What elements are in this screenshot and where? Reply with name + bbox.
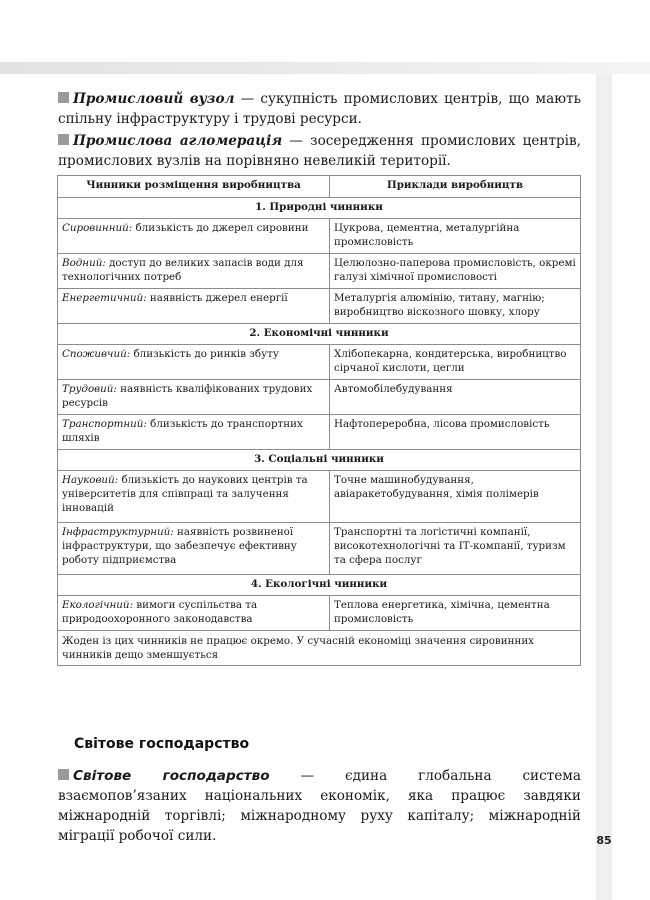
- factor-cell: [58, 345, 330, 380]
- table-row: [58, 254, 581, 289]
- group-row: [58, 450, 581, 471]
- factor-cell: [58, 380, 330, 415]
- factor-desc: близькість до наукових центрів та університетів для співпраці та залучення інновацій: [62, 474, 308, 514]
- factor-name: Транспортний:: [62, 418, 147, 430]
- definition-text: — сукупність промислових центрів, що мають спільну інфраструктуру і трудові ресурси.: [58, 91, 581, 127]
- factor-desc: вимоги суспільства та природоохоронного законодавства: [62, 599, 258, 625]
- table-row: [58, 345, 581, 380]
- factor-cell: [58, 254, 330, 289]
- table-row: [58, 289, 581, 324]
- definition-industrial-agglomeration: [58, 131, 581, 171]
- factor-desc: доступ до великих запасів води для технологічних потреб: [62, 257, 304, 283]
- factor-cell: [58, 415, 330, 450]
- examples-cell: Точне машинобудування, авіаракетобудування, хімія полімерів: [330, 471, 581, 523]
- factor-cell: [58, 219, 330, 254]
- table-row: [58, 523, 581, 575]
- table-row: [58, 596, 581, 631]
- group-row: [58, 575, 581, 596]
- factor-cell: [58, 289, 330, 324]
- factor-desc: близькість до джерел сировини: [132, 222, 309, 234]
- definition-term: Світове господарство: [73, 768, 270, 784]
- examples-cell: Хлібопекарна, кондитерська, виробництво сірчаної кислоти, цегли: [330, 345, 581, 380]
- definition-text: — єдина глобальна система взаємопов’язаних національних економік, яка працює завдяки міжнародній торгівлі; міжнародному руху капіталу; міжнародній міграції робочої сили.: [58, 768, 581, 844]
- examples-cell: Металургія алюмінію, титану, магнію; виробництво віскозного шовку, хлору: [330, 289, 581, 324]
- group-title: 2. Економічні чинники: [58, 324, 581, 345]
- definition-text: — зосередження промислових центрів, промислових вузлів на порівняно невеликій території.: [58, 133, 581, 169]
- table-note: Жоден із цих чинників не працює окремо. У сучасній економіці значення сировинних чинників дещо зменшується: [58, 631, 581, 666]
- factor-cell: [58, 471, 330, 523]
- bullet-square-icon: [58, 92, 69, 103]
- factor-cell: [58, 523, 330, 575]
- column-header: Приклади виробництв: [330, 176, 581, 198]
- factor-name: Трудовий:: [62, 383, 117, 395]
- definition-world-economy: [58, 766, 581, 846]
- factor-desc: наявність розвиненої інфраструктури, що забезпечує ефективну роботу підприємства: [62, 526, 297, 566]
- placement-factors-table: [57, 175, 581, 666]
- factor-desc: наявність кваліфікованих трудових ресурсів: [62, 383, 313, 409]
- page-number: 85: [596, 834, 612, 847]
- note-row: [58, 631, 581, 666]
- factor-name: Сировинний:: [62, 222, 133, 234]
- factor-desc: близькість до ринків збуту: [130, 348, 279, 360]
- table-header-row: [58, 176, 581, 198]
- factor-name: Водний:: [62, 257, 106, 269]
- examples-cell: Теплова енергетика, хімічна, цементна промисловість: [330, 596, 581, 631]
- factor-cell: [58, 596, 330, 631]
- examples-cell: Автомобілебудування: [330, 380, 581, 415]
- bullet-square-icon: [58, 134, 69, 145]
- column-header: Чинники розміщення виробництва: [58, 176, 330, 198]
- factor-desc: наявність джерел енергії: [146, 292, 288, 304]
- examples-cell: Нафтопереробна, лісова промисловість: [330, 415, 581, 450]
- definition-industrial-node: [58, 89, 581, 129]
- examples-cell: Цукрова, цементна, металургійна промисловість: [330, 219, 581, 254]
- section-heading: Світове господарство: [74, 736, 250, 752]
- group-row: [58, 324, 581, 345]
- group-title: 4. Екологічні чинники: [58, 575, 581, 596]
- right-margin-strip: [596, 74, 612, 900]
- table-row: [58, 380, 581, 415]
- examples-cell: Транспортні та логістичні компанії, високотехнологічні та ІТ-компанії, туризм та сфера послуг: [330, 523, 581, 575]
- table-row: [58, 471, 581, 523]
- factor-desc: близькість до транспортних шляхів: [62, 418, 303, 444]
- definition-term: Промисловий вузол: [73, 91, 235, 107]
- factor-name: Інфраструктурний:: [62, 526, 174, 538]
- table-row: [58, 219, 581, 254]
- top-decor-band: [0, 62, 650, 74]
- factor-name: Енергетичний:: [62, 292, 147, 304]
- factor-name: Науковий:: [62, 474, 119, 486]
- table-row: [58, 415, 581, 450]
- group-row: [58, 198, 581, 219]
- factor-name: Екологічний:: [62, 599, 134, 611]
- group-title: 1. Природні чинники: [58, 198, 581, 219]
- group-title: 3. Соціальні чинники: [58, 450, 581, 471]
- definition-term: Промислова агломерація: [73, 133, 283, 149]
- bullet-square-icon: [58, 769, 69, 780]
- examples-cell: Целюлозно-паперова промисловість, окремі галузі хімічної промисловості: [330, 254, 581, 289]
- factor-name: Споживчий:: [62, 348, 131, 360]
